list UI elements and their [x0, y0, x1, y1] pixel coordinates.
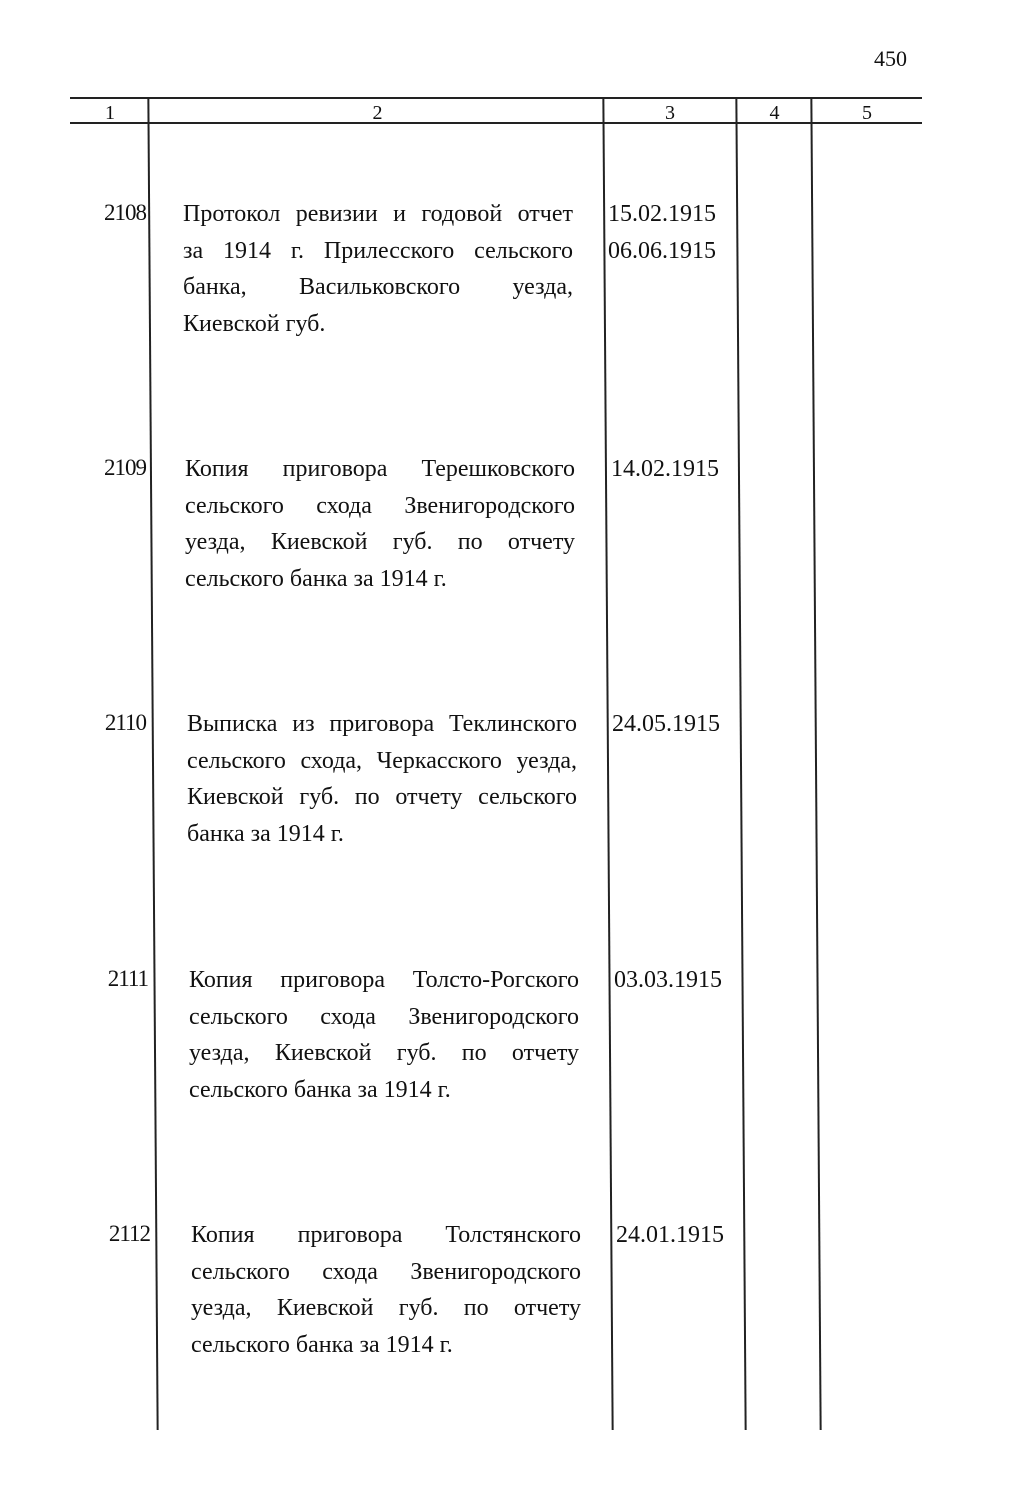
description-line: Копия приговора Толстянского: [191, 1222, 581, 1248]
description-line: сельского схода Звенигородского: [185, 492, 575, 519]
record-description: [189, 962, 579, 1108]
column-divider-4: [810, 98, 821, 1430]
description-line: банка, Васильковского уезда,: [183, 274, 573, 300]
record-description: [187, 706, 577, 852]
description-line: банка за 1914 г.: [187, 820, 344, 847]
record-description: [185, 451, 575, 597]
column-divider-3: [735, 98, 746, 1430]
description-line: Копия приговора Толсто-Рогского: [189, 967, 579, 993]
description-line: Киевской губ. по отчету сельского: [187, 784, 577, 810]
description-line: сельского схода Звенигородского: [189, 1003, 579, 1030]
description-line: уезда, Киевской губ. по отчету: [189, 1040, 579, 1066]
record-date: 14.02.1915: [611, 456, 719, 482]
column-divider-2: [602, 98, 613, 1430]
header-col-1: 1: [105, 102, 115, 124]
record-dates: [608, 196, 716, 269]
description-line: Киевской губ.: [183, 310, 326, 337]
description-line: сельского схода Звенигородского: [191, 1258, 581, 1285]
description-line: Выписка из приговора Теклинского: [187, 711, 577, 737]
record-date: 24.01.1915: [616, 1222, 724, 1248]
record-description: [183, 196, 573, 342]
record-number: 2108: [104, 200, 146, 225]
description-line: уезда, Киевской губ. по отчету: [191, 1295, 581, 1321]
description-line: Протокол ревизии и годовой отчет: [183, 201, 573, 227]
record-dates: [612, 706, 720, 743]
record-date: 06.06.1915: [608, 237, 716, 264]
record-date: 03.03.1915: [614, 967, 722, 993]
description-line: сельского схода, Черкасского уезда,: [187, 747, 577, 774]
description-line: Копия приговора Терешковского: [185, 456, 575, 482]
description-line: за 1914 г. Прилесского сельского: [183, 237, 573, 264]
record-number: 2111: [107, 966, 148, 991]
record-number: 2112: [108, 1221, 150, 1246]
header-col-5: 5: [862, 102, 872, 124]
header-col-3: 3: [665, 102, 675, 124]
record-dates: [611, 451, 719, 488]
record-date: 24.05.1915: [612, 711, 720, 737]
record-dates: [614, 962, 722, 999]
table-top-rule: [70, 97, 922, 99]
description-line: уезда, Киевской губ. по отчету: [185, 529, 575, 555]
header-col-4: 4: [769, 102, 780, 124]
record-dates: [616, 1217, 724, 1254]
record-number: 2110: [104, 710, 146, 735]
record-date: 15.02.1915: [608, 201, 716, 227]
description-line: сельского банка за 1914 г.: [191, 1331, 453, 1358]
header-col-2: 2: [372, 102, 383, 124]
record-number: 2109: [104, 455, 146, 480]
page-number: 450: [874, 46, 907, 71]
description-line: сельского банка за 1914 г.: [189, 1076, 451, 1103]
record-description: [191, 1217, 581, 1363]
description-line: сельского банка за 1914 г.: [185, 565, 447, 592]
